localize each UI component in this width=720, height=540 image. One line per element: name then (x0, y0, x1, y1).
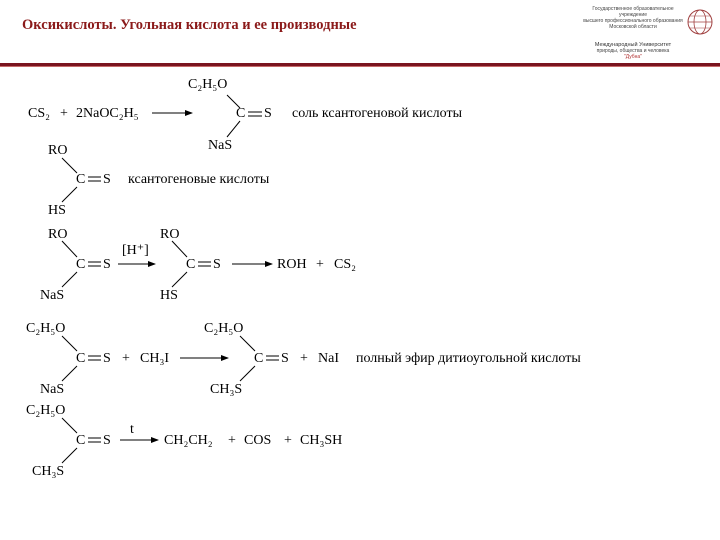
r4-bond-top-2 (240, 336, 255, 351)
r3-condition: [H⁺] (122, 243, 149, 258)
r4-byproduct: NaI (318, 351, 339, 366)
r3-product-cs2: CS₂ (334, 257, 357, 272)
r5-product-ethylene: CH₂CH₂ (164, 433, 213, 448)
r5-top: C₂H₅O (26, 403, 66, 418)
r4-bond-bottom-2 (240, 366, 255, 381)
r1-plus: + (60, 106, 68, 121)
r3-top-1: RO (48, 227, 68, 242)
r2-carbon: C (76, 172, 86, 187)
r1-product-bottom: NaS (208, 138, 233, 153)
r5-product-cos: COS (244, 433, 272, 448)
r2-bond-bottom (62, 187, 77, 202)
r4-plus-1: + (122, 351, 130, 366)
r3-bond-bottom-1 (62, 272, 77, 287)
r3-bond-top-2 (172, 241, 187, 257)
r3-sulfur-2: S (213, 257, 221, 272)
r1-product-top: C₂H₅O (188, 77, 228, 92)
r4-bottom-2: CH₃S (210, 382, 243, 397)
r1-bond-bottom (227, 121, 240, 137)
r2-bottom: HS (48, 203, 66, 218)
r5-bottom: CH₃S (32, 464, 65, 479)
r1-reactant-cs2: CS₂ (28, 106, 51, 121)
r3-sulfur-1: S (103, 257, 111, 272)
logo-name: "Дубна" (623, 54, 642, 60)
r2-bond-top (62, 158, 77, 173)
r3-bottom-2: HS (160, 288, 178, 303)
r3-product-roh: ROH (277, 257, 307, 272)
logo-subtitle: природы, общества и человека (596, 48, 670, 54)
r5-plus-2: + (284, 433, 292, 448)
r5-product-methanethiol: CH₃SH (300, 433, 343, 448)
r4-plus-2: + (300, 351, 308, 366)
r1-product-sulfur: S (264, 106, 272, 121)
r5-bond-bottom (62, 448, 77, 463)
r3-bottom-1: NaS (40, 288, 65, 303)
r4-top-2: C₂H₅O (204, 321, 244, 336)
r4-bond-top-1 (62, 336, 77, 351)
r3-bond-top-1 (62, 241, 77, 257)
r5-condition: t (130, 422, 134, 437)
logo-line-2: высшего профессионального образования (583, 18, 683, 24)
r3-top-2: RO (160, 227, 180, 242)
r1-product-carbon: C (236, 106, 246, 121)
r4-carbon-2: C (254, 351, 264, 366)
r3-carbon-2: C (186, 257, 196, 272)
r4-sulfur-1: S (103, 351, 111, 366)
slide-title: Оксикислоты. Угольная кислота и ее производные (22, 17, 357, 33)
r4-bond-bottom-1 (62, 366, 77, 381)
logo-university: Международный Университет (594, 42, 672, 48)
r2-top: RO (48, 143, 68, 158)
r4-bottom-1: NaS (40, 382, 65, 397)
r5-plus-1: + (228, 433, 236, 448)
r2-label: ксантогеновые кислоты (128, 172, 270, 187)
r4-top-1: C₂H₅O (26, 321, 66, 336)
logo-line-1: Государственное образовательное учреждение (592, 6, 674, 18)
r2-sulfur: S (103, 172, 111, 187)
r1-label: соль ксантогеновой кислоты (292, 106, 462, 121)
r5-sulfur: S (103, 433, 111, 448)
r4-carbon-1: C (76, 351, 86, 366)
r1-reactant-ethoxide: 2NaOC₂H₅ (76, 106, 139, 121)
r5-bond-top (62, 418, 77, 433)
r5-carbon: C (76, 433, 86, 448)
r3-plus: + (316, 257, 324, 272)
logo-line-3: Московской области (609, 24, 657, 30)
r4-label: полный эфир дитиоугольной кислоты (356, 351, 581, 366)
r4-sulfur-2: S (281, 351, 289, 366)
r3-bond-bottom-2 (172, 272, 187, 287)
r3-carbon-1: C (76, 257, 86, 272)
r4-reagent: CH₃I (140, 351, 169, 366)
